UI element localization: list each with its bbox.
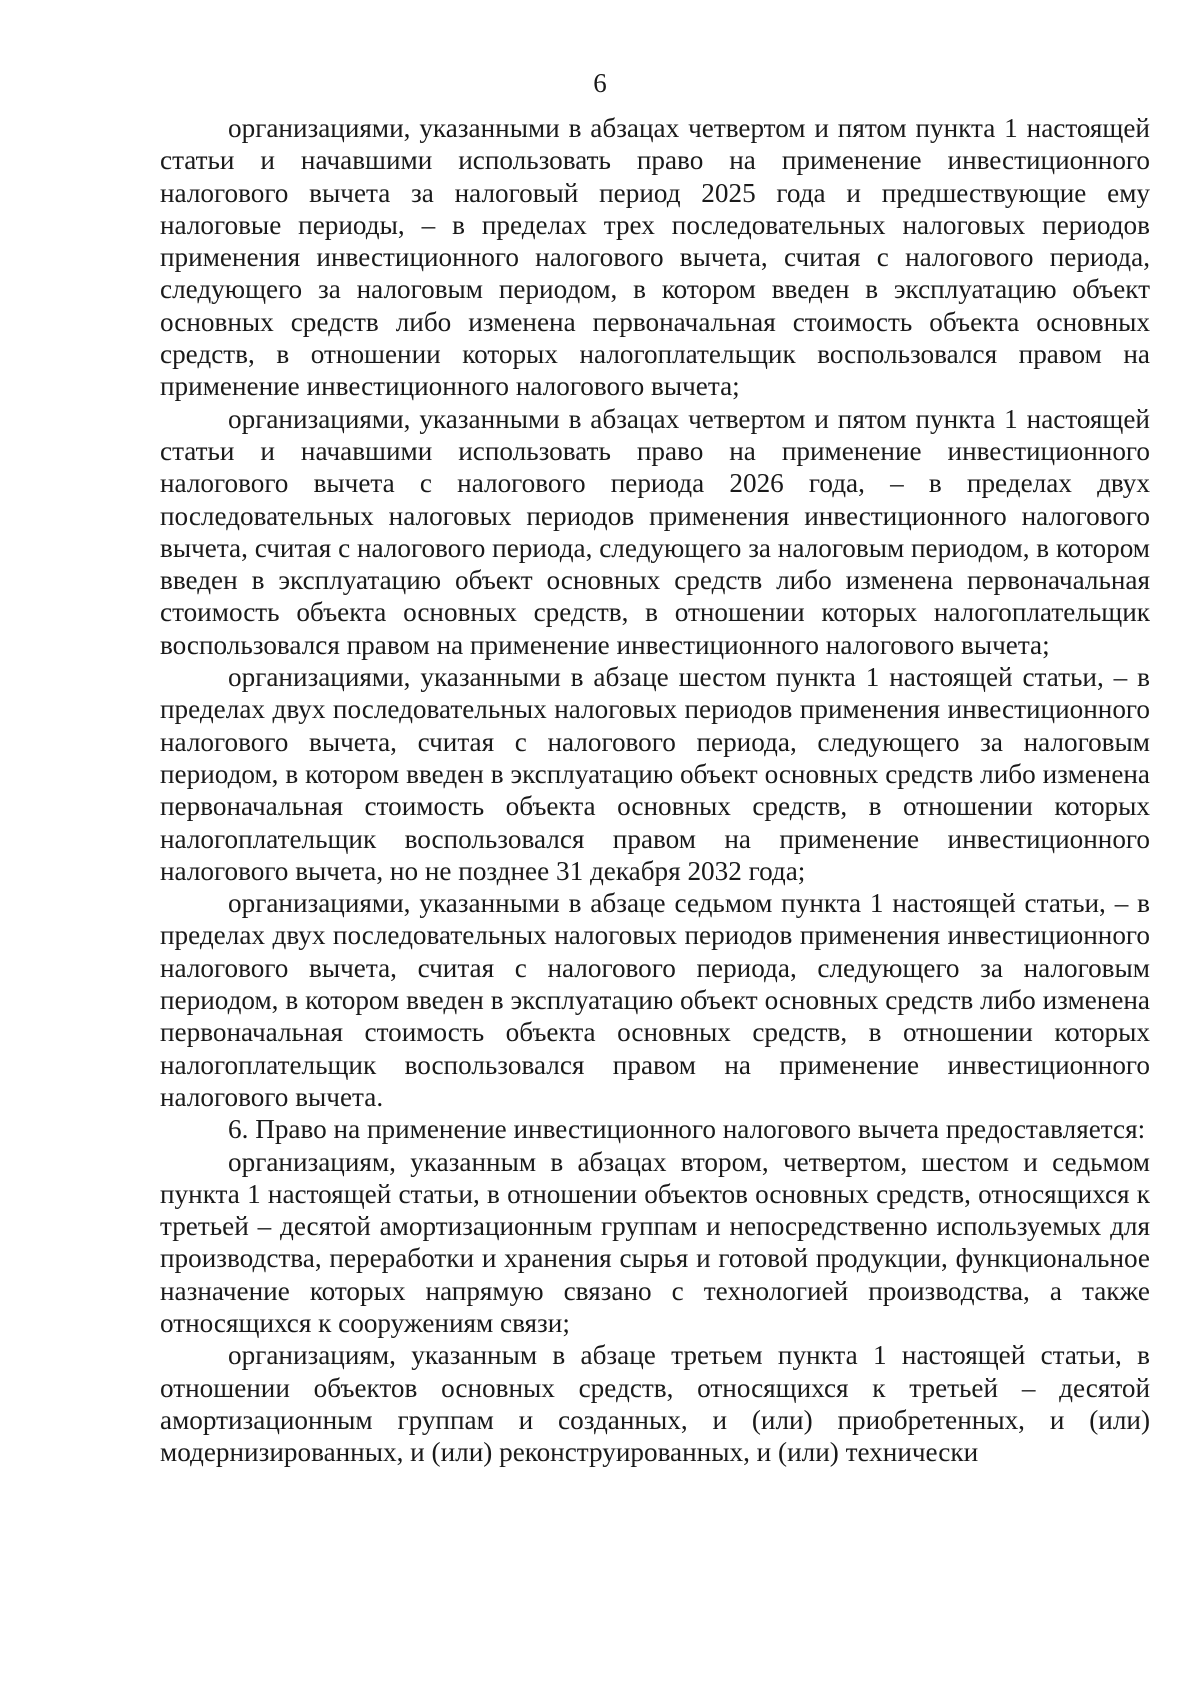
- paragraph-4: организациями, указанными в абзаце седьмом пункта 1 настоящей статьи, – в пределах двух последовательных налоговых периодов применения инвестиционного налогового вычета, считая с налогового периода, следующего за налоговым периодом, в котором введен в эксплуатацию объект основных средств либо изменена первоначальная стоимость объекта основных средств, в отношении которых налогоплательщик воспользовался правом на применение инвестиционного налогового вычета.: [160, 888, 1150, 1112]
- paragraph-5-section-6: 6. Право на применение инвестиционного налогового вычета предоставляется:: [228, 1114, 1146, 1145]
- paragraph-2: организациями, указанными в абзацах четвертом и пятом пункта 1 настоящей статьи и начавшими использовать право на применение инвестиционного налогового вычета с налогового периода 2026 года, – в пределах двух последовательных налоговых периодов применения инвестиционного налогового вычета, считая с налогового периода, следующего за налоговым периодом, в котором введен в эксплуатацию объект основных средств либо изменена первоначальная стоимость объекта основных средств, в отношении которых налогоплательщик воспользовался правом на применение инвестиционного налогового вычета;: [160, 403, 1150, 660]
- paragraph-3: организациями, указанными в абзаце шестом пункта 1 настоящей статьи, – в пределах двух последовательных налоговых периодов применения инвестиционного налогового вычета, считая с налогового периода, следующего за налоговым периодом, в котором введен в эксплуатацию объект основных средств либо изменена первоначальная стоимость объекта основных средств, в отношении которых налогоплательщик воспользовался правом на применение инвестиционного налогового вычета, но не позднее 31 декабря 2032 года;: [160, 662, 1150, 886]
- paragraph-1: организациями, указанными в абзацах четвертом и пятом пункта 1 настоящей статьи и начавшими использовать право на применение инвестиционного налогового вычета за налоговый период 2025 года и предшествующие ему налоговые периоды, – в пределах трех последовательных налоговых периодов применения инвестиционного налогового вычета, считая с налогового периода, следующего за налоговым периодом, в котором введен в эксплуатацию объект основных средств либо изменена первоначальная стоимость объекта основных средств, в отношении которых налогоплательщик воспользовался правом на применение инвестиционного налогового вычета;: [160, 113, 1150, 402]
- document-body: [160, 112, 1150, 1468]
- page-number: 6: [593, 68, 607, 98]
- paragraph-6: организациям, указанным в абзацах втором, четвертом, шестом и седьмом пункта 1 настоящей статьи, в отношении объектов основных средств, относящихся к третьей – десятой амортизационным группам и непосредственно используемых для производства, переработки и хранения сырья и готовой продукции, функциональное назначение которых напрямую связано с технологией производства, а также относящихся к сооружениям связи;: [160, 1146, 1150, 1338]
- paragraph-7: организациям, указанным в абзаце третьем пункта 1 настоящей статьи, в отношении объектов основных средств, относящихся к третьей – десятой амортизационным группам и созданных, и (или) приобретенных, и (или) модернизированных, и (или) реконструированных, и (или) технически: [160, 1340, 1150, 1468]
